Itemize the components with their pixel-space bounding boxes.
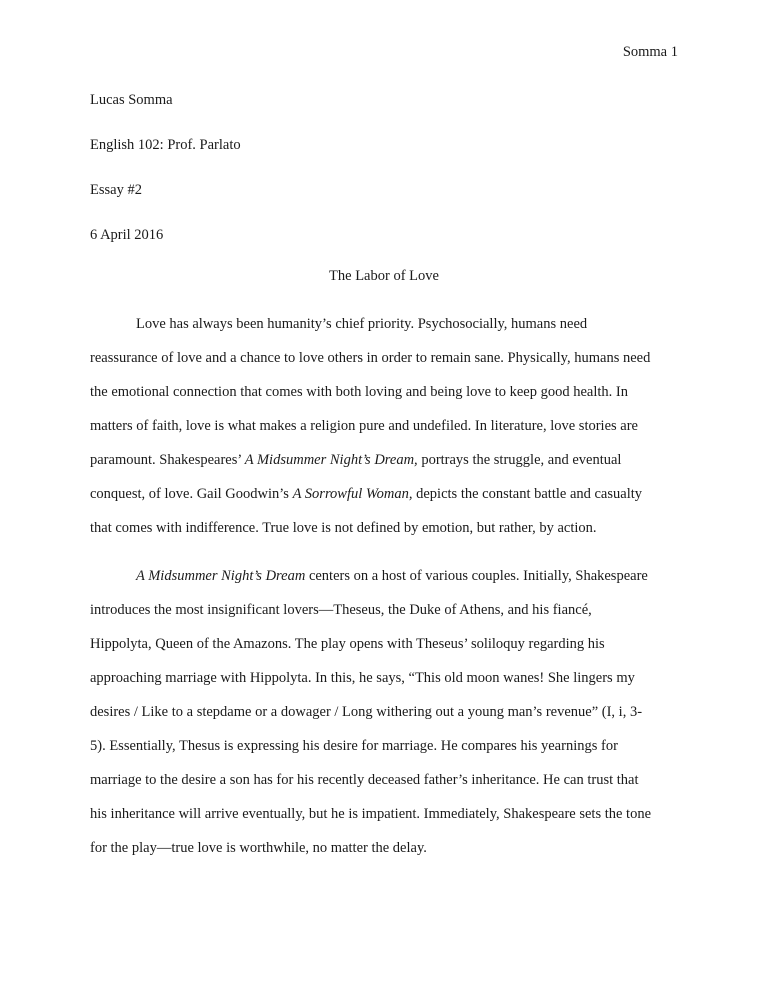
paragraph-line: approaching marriage with Hippolyta. In this, he says, “This old moon wanes! She lingers my <box>90 670 635 686</box>
paragraph-line <box>90 452 621 469</box>
work-title: A Sorrowful Woman, <box>292 486 413 502</box>
essay-date: 6 April 2016 <box>90 227 164 243</box>
work-title: A Midsummer Night’s Dream <box>136 568 306 584</box>
paragraph-line: desires / Like to a stepdame or a dowager / Long withering out a young man’s revenue” (I, i, 3- <box>90 704 643 720</box>
assignment-name: Essay #2 <box>90 182 142 198</box>
author-name: Lucas Somma <box>90 92 173 108</box>
paragraph-line <box>90 486 642 503</box>
paragraph-line: introduces the most insignificant lovers—Theseus, the Duke of Athens, and his fiancé, <box>90 602 592 618</box>
course-info: English 102: Prof. Parlato <box>90 137 241 153</box>
paragraph-line: for the play—true love is worthwhile, no matter the delay. <box>90 840 427 856</box>
paragraph-line: 5). Essentially, Thesus is expressing his desire for marriage. He compares his yearnings for <box>90 738 618 754</box>
paragraph-line: reassurance of love and a chance to love others in order to remain sane. Physically, humans need <box>90 350 651 366</box>
paragraph-line: the emotional connection that comes with both loving and being love to keep good health. In <box>90 384 628 400</box>
essay-title: The Labor of Love <box>329 268 439 284</box>
paragraph-line <box>136 568 648 585</box>
paragraph-line: marriage to the desire a son has for his recently deceased father’s inheritance. He can trust that <box>90 772 639 788</box>
line-text: paramount. Shakespeares’ <box>90 452 245 468</box>
paragraph-line: his inheritance will arrive eventually, but he is impatient. Immediately, Shakespeare sets the tone <box>90 806 652 822</box>
line-text: portrays the struggle, and eventual <box>417 452 622 468</box>
paragraph-line: that comes with indifference. True love is not defined by emotion, but rather, by action. <box>90 520 597 536</box>
paragraph-line: matters of faith, love is what makes a religion pure and undefiled. In literature, love stories are <box>90 418 638 434</box>
paragraph-line: Hippolyta, Queen of the Amazons. The play opens with Theseus’ soliloquy regarding his <box>90 636 605 652</box>
running-head: Somma 1 <box>622 44 678 60</box>
line-text: depicts the constant battle and casualty <box>412 486 643 502</box>
paragraph-line: Love has always been humanity’s chief priority. Psychosocially, humans need <box>136 316 588 332</box>
line-text: centers on a host of various couples. Initially, Shakespeare <box>305 568 648 584</box>
line-text: conquest, of love. Gail Goodwin’s <box>90 486 293 502</box>
work-title: A Midsummer Night’s Dream, <box>244 452 418 468</box>
